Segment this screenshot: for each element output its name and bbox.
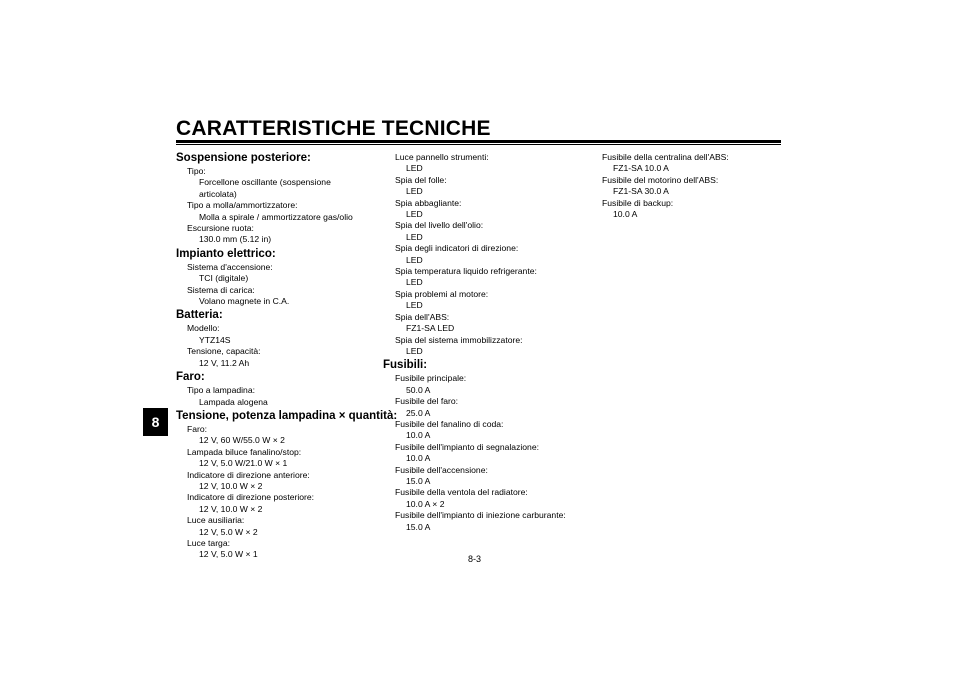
spec-label: Fusibile del motorino dell'ABS: [602,174,719,185]
spec-value: 15.0 A [406,521,431,532]
spec-label: Fusibile dell'accensione: [395,464,488,475]
column-2 [383,152,583,533]
spec-value: 50.0 A [406,384,431,395]
section-heading-headlight: Faro: [176,371,205,384]
spec-label: Fusibile del fanalino di coda: [395,418,504,429]
spec-value: LED [406,209,423,220]
spec-value: 12 V, 10.0 W × 2 [199,503,263,514]
page-number: 8-3 [468,554,482,564]
spec-label: Indicatore di direzione posteriore: [187,492,315,503]
spec-label: Luce targa: [187,537,230,548]
spec-label: Spia del folle: [395,174,447,185]
spec-label: Tipo a lampadina: [187,385,255,396]
spec-value: LED [406,300,423,311]
spec-label: Tensione, capacità: [187,346,261,357]
spec-label: Fusibile della ventola del radiatore: [395,487,528,498]
spec-label: Spia abbagliante: [395,197,462,208]
column-1 [176,150,398,561]
page-title: CARATTERISTICHE TECNICHE [176,117,491,140]
spec-label: Spia del livello dell'olio: [395,220,484,231]
spec-label: Escursione ruota: [187,223,254,234]
spec-label: Fusibile della centralina dell'ABS: [602,152,729,162]
spec-label: Spia problemi al motore: [395,288,489,299]
title-rule-thick [176,140,781,143]
spec-value: 25.0 A [406,407,431,418]
spec-value: 12 V, 11.2 Ah [199,357,250,368]
spec-value: TCI (digitale) [199,273,249,284]
column-3 [590,152,790,220]
spec-value: FZ1-SA LED [406,323,455,334]
spec-value: 12 V, 5.0 W × 1 [199,549,258,560]
spec-label: Spia del sistema immobilizzatore: [395,334,523,345]
spec-value: LED [406,163,423,174]
spec-value: Molla a spirale / ammortizzatore gas/olio [199,211,353,222]
spec-value: LED [406,186,423,197]
section-heading-bulbs: Tensione, potenza lampadina × quantità: [176,409,398,422]
spec-value: 12 V, 5.0 W × 2 [199,526,258,537]
spec-label: Tipo a molla/ammortizzatore: [187,200,298,211]
title-rule-thin [176,144,781,145]
spec-value: 12 V, 10.0 W × 2 [199,480,263,491]
spec-value: FZ1-SA 10.0 A [613,163,669,174]
spec-label: Fusibile del faro: [395,396,459,407]
spec-label: Luce pannello strumenti: [395,152,489,162]
spec-label: Sistema d'accensione: [187,261,273,272]
spec-label: Fusibile dell'impianto di segnalazione: [395,441,539,452]
section-heading-battery: Batteria: [176,309,223,322]
spec-value: YTZ14S [199,334,231,345]
spec-value: FZ1-SA 30.0 A [613,186,669,197]
spec-value: Lampada alogena [199,396,268,407]
spec-value: 10.0 A [613,209,638,220]
spec-label: Fusibile dell'impianto di iniezione carburante: [395,510,566,521]
spec-label: Faro: [187,423,208,434]
spec-value: LED [406,277,423,288]
spec-label: Tipo: [187,166,206,176]
spec-value: LED [406,254,423,265]
spec-value: 10.0 A × 2 [406,498,445,509]
section-heading-rear-suspension: Sospensione posteriore: [176,152,311,164]
spec-label: Fusibile di backup: [602,197,674,208]
spec-value: LED [406,231,423,242]
spec-value: LED [406,345,423,356]
spec-label: Spia degli indicatori di direzione: [395,243,519,254]
spec-label: Spia dell'ABS: [395,311,450,322]
spec-value: 15.0 A [406,475,431,486]
spec-label: Lampada biluce fanalino/stop: [187,446,302,457]
chapter-tab: 8 [143,408,168,436]
section-heading-fuses: Fusibili: [383,359,428,372]
spec-label: Indicatore di direzione anteriore: [187,469,310,480]
spec-label: Sistema di carica: [187,284,255,295]
spec-value: 10.0 A [406,430,431,441]
section-heading-electrical: Impianto elettrico: [176,247,276,260]
spec-value: 12 V, 60 W/55.0 W × 2 [199,435,285,446]
spec-value: Forcellone oscillante (sospensione [199,177,331,188]
spec-label: Modello: [187,323,220,334]
spec-value: articolata) [199,188,237,199]
spec-label: Fusibile principale: [395,373,467,384]
spec-value: 130.0 mm (5.12 in) [199,234,272,245]
spec-value: 10.0 A [406,453,431,464]
spec-label: Spia temperatura liquido refrigerante: [395,266,537,277]
spec-value: 12 V, 5.0 W/21.0 W × 1 [199,458,288,469]
spec-value: Volano magnete in C.A. [199,296,290,307]
spec-label: Luce ausiliaria: [187,515,245,526]
